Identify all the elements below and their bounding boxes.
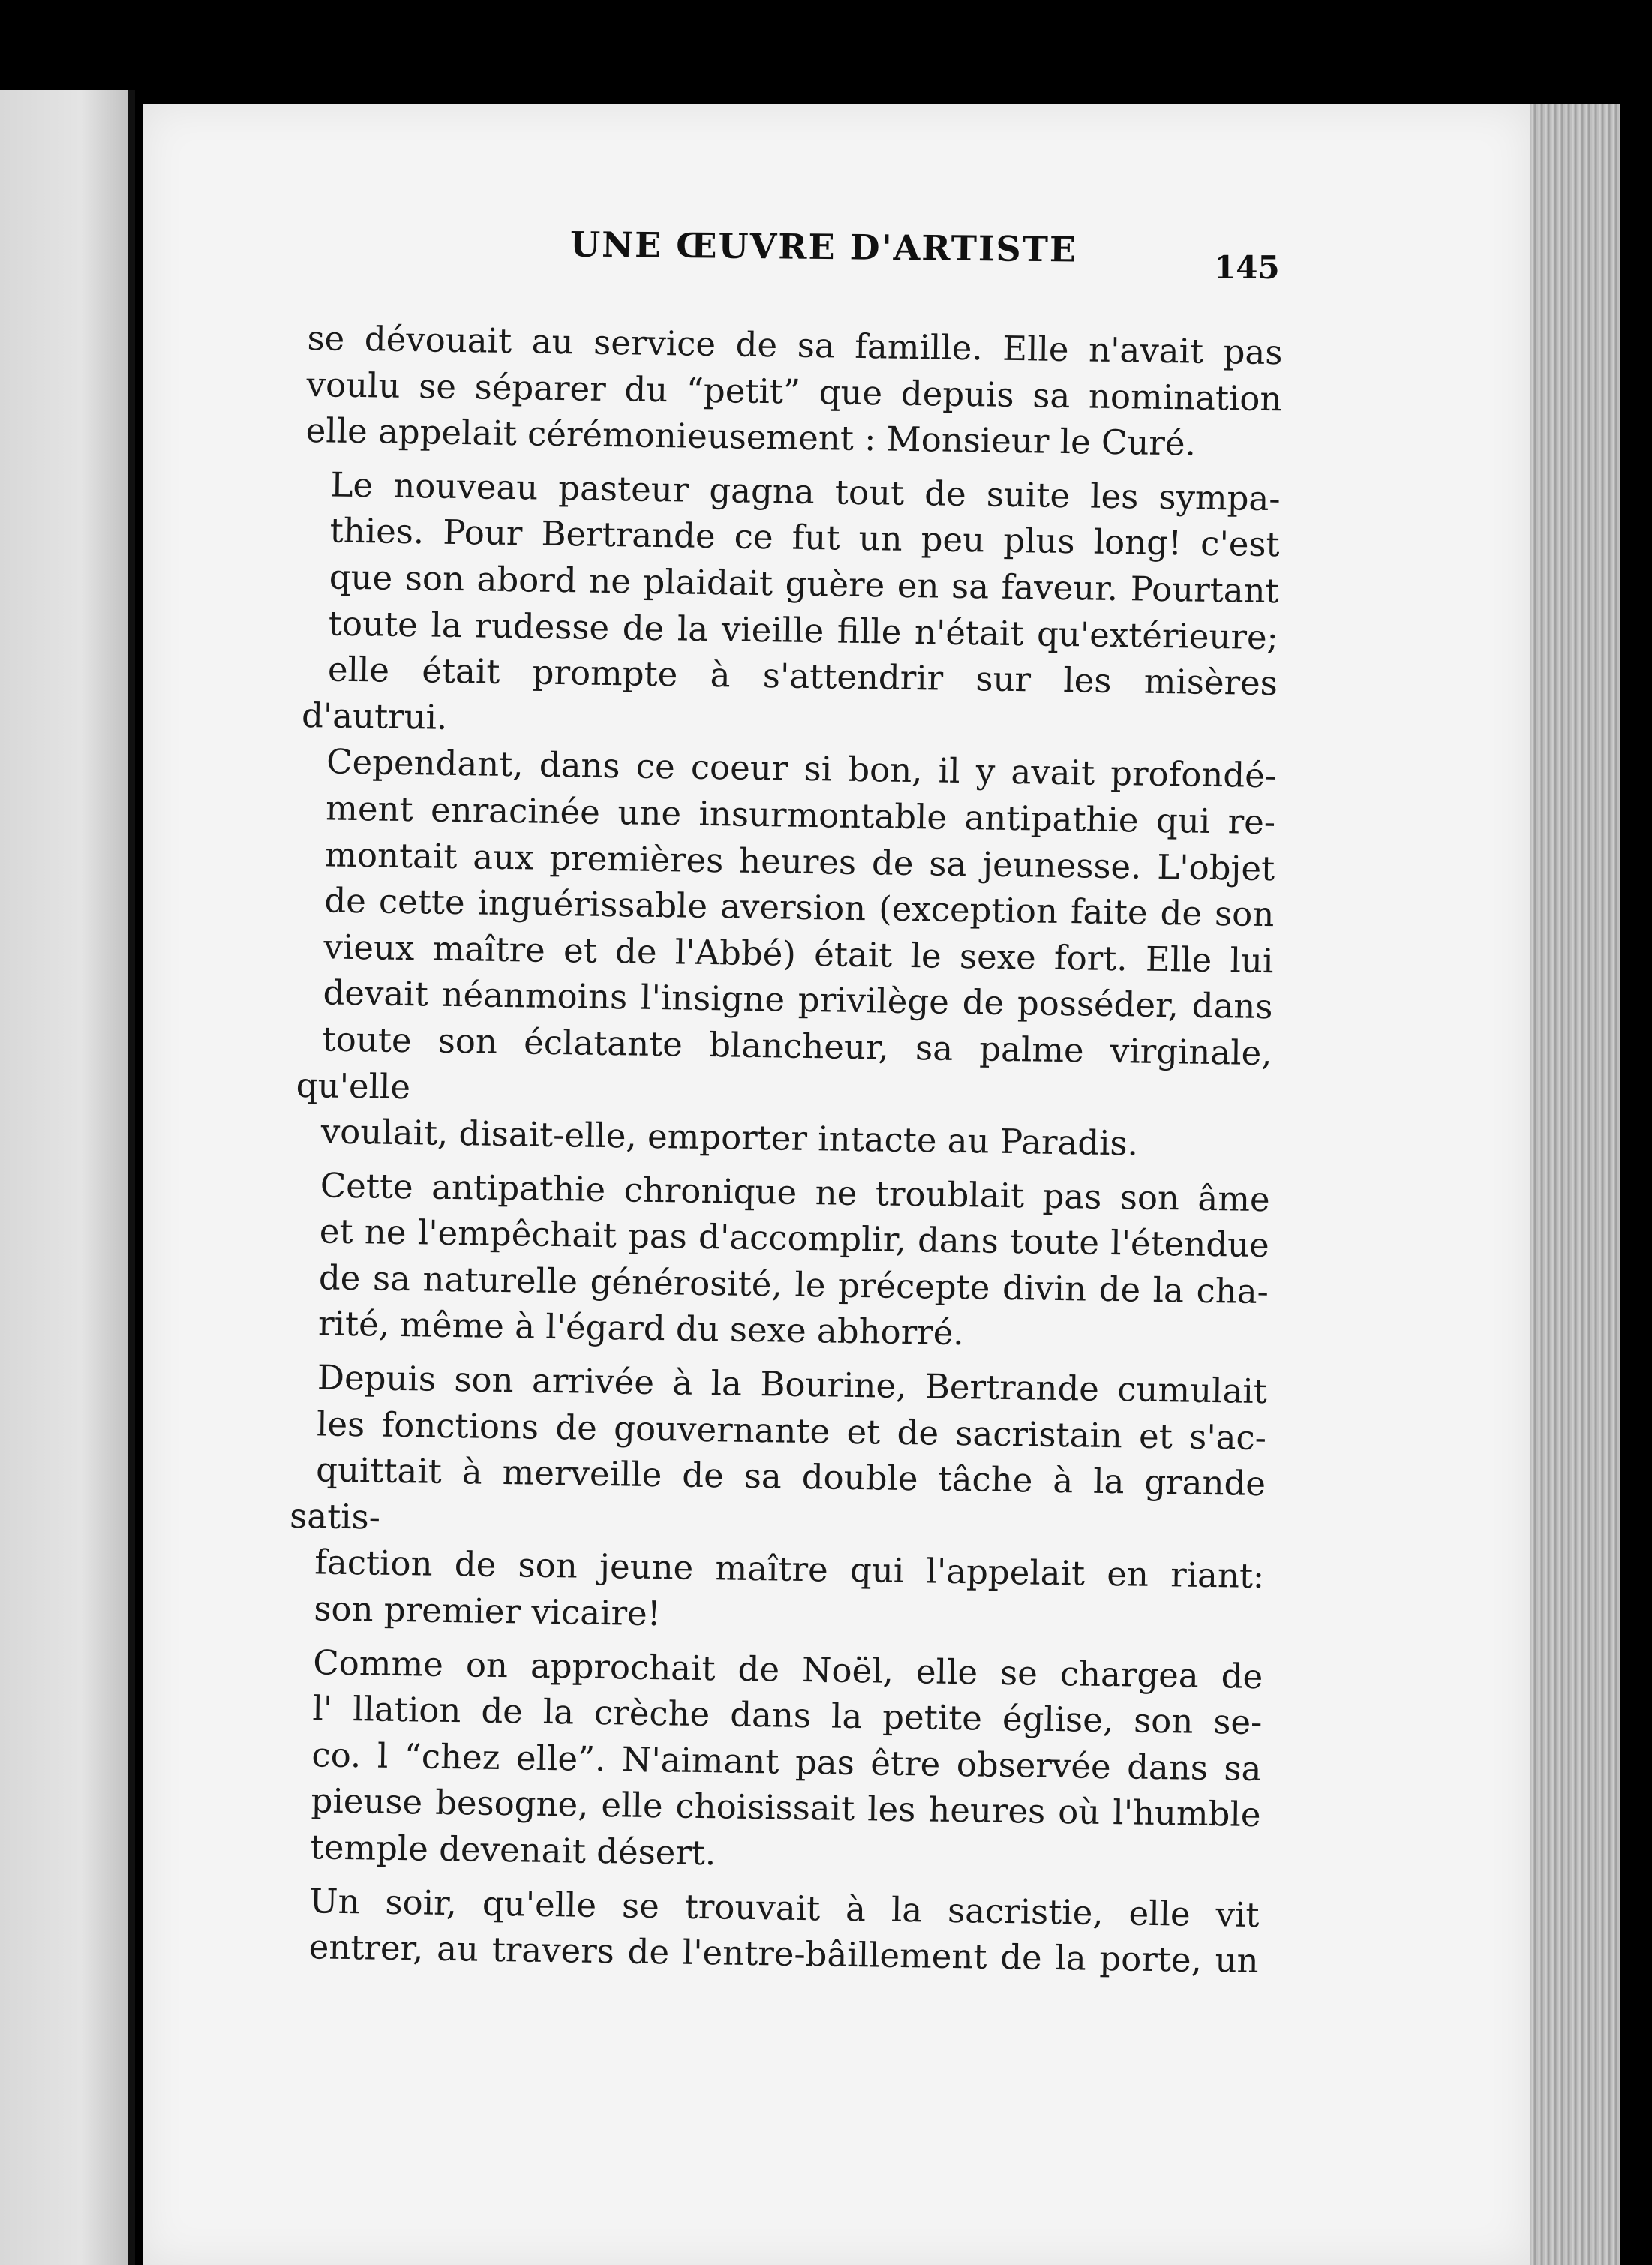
paragraph <box>305 315 1283 468</box>
text-line: elle appelait cérémonieusement : Monsieur le Curé. <box>305 410 1197 464</box>
page-number: 145 <box>1214 249 1280 286</box>
text-line: voulu se séparer du “petit” que depuis sa nomination <box>306 364 1282 419</box>
text-line: de cette inguérissable aversion (exception faite de son <box>324 880 1275 935</box>
facing-page-edge <box>0 90 135 2265</box>
text-line: Comme on approchait de Noël, elle se chargea de <box>312 1642 1263 1696</box>
text-line: ment enracinée une insurmontable antipathie qui re- <box>325 788 1276 843</box>
text-line: pieuse besogne, elle choisissait les heures où l'humble <box>311 1780 1261 1835</box>
book-fore-edge <box>1530 104 1620 2265</box>
text-line: temple devenait désert. <box>310 1827 716 1873</box>
body-text <box>283 315 1283 1992</box>
text-line: Cependant, dans ce coeur si bon, il y avait profondé- <box>326 741 1277 796</box>
text-line: vieux maître et de l'Abbé) était le sexe fort. Elle lui <box>323 927 1274 981</box>
text-line: toute la rudesse de la vieille fille n'était qu'extérieure; <box>328 603 1279 657</box>
paragraph <box>283 1877 1260 1984</box>
text-line: thies. Pour Bertrande ce fut un peu plus long! c'est <box>329 510 1280 565</box>
text-line: faction de son jeune maître qui l'appelait en riant: <box>314 1542 1265 1597</box>
text-line: rité, même à l'égard du sexe abhorré. <box>317 1303 965 1353</box>
running-title: UNE ŒUVRE D'ARTISTE <box>569 224 1078 270</box>
text-line: montait aux premières heures de sa jeunesse. L'objet <box>324 834 1275 888</box>
text-line: Un soir, qu'elle se trouvait à la sacristie, elle vit <box>309 1880 1260 1935</box>
text-line: entrer, au travers de l'entre-bâillement de la porte, un <box>308 1927 1259 1981</box>
paragraph <box>293 1162 1271 1362</box>
text-line: quittait à merveille de sa double tâche à la grande satis- <box>289 1449 1266 1537</box>
text-line: co. l “chez elle”. N'aimant pas être observée dans sa <box>311 1735 1262 1789</box>
paragraph <box>288 1354 1267 1646</box>
text-line: de sa naturelle générosité, le précepte divin de la cha- <box>318 1257 1269 1312</box>
text-line: voulait, disait-elle, emporter intacte au Paradis. <box>320 1111 1139 1164</box>
paragraph <box>295 461 1281 1169</box>
text-line: elle était prompte à s'attendrir sur les misères d'autrui. <box>301 649 1278 737</box>
text-line: devait néanmoins l'insigne privilège de posséder, dans <box>323 972 1273 1027</box>
text-line: et ne l'empêchait pas d'accomplir, dans toute l'étendue <box>319 1211 1270 1266</box>
text-line: toute son éclatante blancheur, sa palme virginale, qu'elle <box>296 1019 1272 1107</box>
text-line: que son abord ne plaidait guère en sa faveur. Pourtant <box>329 557 1280 611</box>
text-line: Le nouveau pasteur gagna tout de suite les sympa- <box>330 464 1281 519</box>
paragraph <box>284 1639 1263 1884</box>
text-line: les fonctions de gouvernante et de sacristain et s'ac- <box>316 1404 1267 1458</box>
text-line: son premier vicaire! <box>314 1588 662 1634</box>
text-line: se dévouait au service de sa famille. Elle n'avait pas <box>307 317 1283 373</box>
text-line: Depuis son arrivée à la Bourine, Bertrande cumulait <box>317 1357 1268 1412</box>
scan-speck <box>1643 566 1649 574</box>
text-line: l' llation de la crèche dans la petite église, son se- <box>312 1688 1263 1743</box>
text-line: Cette antipathie chronique ne troublait pas son âme <box>320 1165 1271 1219</box>
